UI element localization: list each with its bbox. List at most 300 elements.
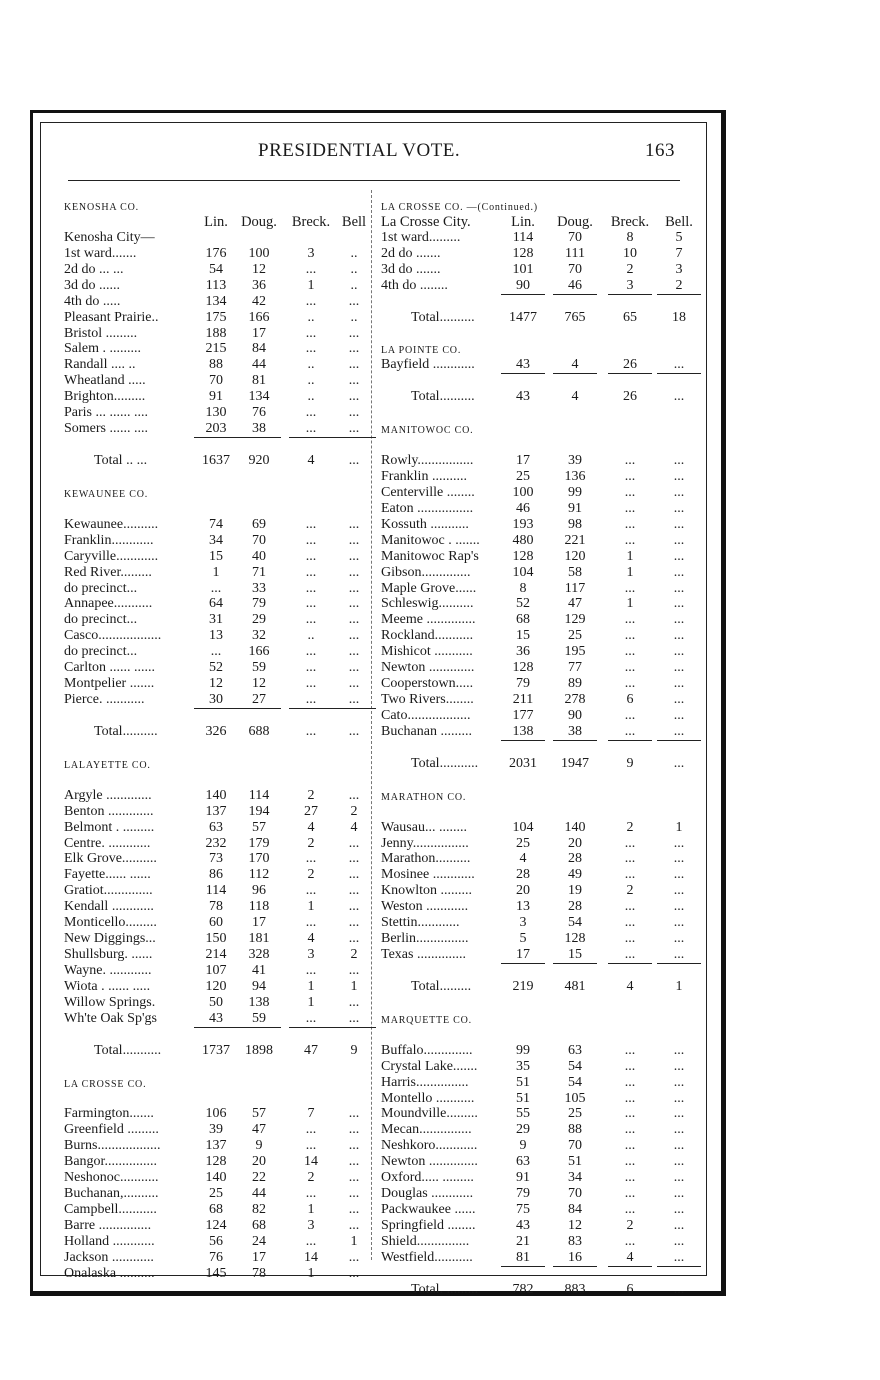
table-row (381, 612, 687, 628)
vote-cell: ... (624, 1122, 636, 1138)
table-row (381, 596, 687, 612)
page-number: 163 (645, 140, 675, 161)
table-row (64, 995, 374, 1011)
vote-cell: 2 (350, 947, 358, 963)
vote-cell: ... (305, 532, 317, 548)
vote-cell: ... (673, 468, 685, 484)
county-name: LA CROSSE CO. —(Continued.) (381, 202, 538, 213)
vote-cell: 63 (568, 1042, 582, 1058)
spacer (381, 772, 687, 788)
vote-cell: 28 (568, 899, 582, 915)
vote-cell: ... (673, 915, 685, 931)
vote-cell: 1 (307, 1202, 315, 1218)
table-row (64, 1154, 374, 1170)
vote-cell: 4 (626, 978, 634, 994)
town-name: Onalaska .......... (64, 1265, 155, 1281)
rule-segment (501, 294, 545, 296)
town-name: Rowly................ (381, 453, 474, 468)
vote-cell: 47 (568, 596, 582, 612)
vote-cell: ... (348, 994, 360, 1010)
town-name: Maple Grove...... (381, 580, 477, 596)
vote-cell: ... (624, 867, 636, 883)
table-row (64, 517, 374, 533)
column-header: Breck. (610, 213, 650, 230)
rule-segment (553, 1266, 597, 1268)
vote-cell: 4 (307, 453, 315, 468)
vote-cell: 33 (252, 580, 266, 596)
vote-cell: 79 (516, 676, 530, 692)
vote-cell: 64 (209, 596, 223, 612)
county-name: KEWAUNEE CO. (64, 488, 149, 500)
vote-cell: 43 (209, 1010, 223, 1026)
vote-cell: 2 (626, 261, 634, 277)
county-heading (64, 1075, 374, 1091)
vote-cell: 1 (307, 899, 315, 915)
table-row (381, 501, 687, 517)
table-row (64, 1186, 374, 1202)
vote-cell: 76 (252, 405, 266, 421)
vote-cell: ... (673, 708, 685, 723)
town-name: Argyle ............. (64, 787, 152, 803)
town-name: Red River......... (64, 564, 152, 580)
spacer (381, 995, 687, 1011)
vote-cell: ... (673, 1138, 685, 1154)
vote-cell: 4 (350, 819, 358, 835)
vote-cell: ... (673, 1170, 685, 1186)
table-row (381, 836, 687, 852)
table-row (64, 692, 374, 708)
vote-cell: 101 (512, 261, 534, 277)
vote-cell: 52 (209, 660, 223, 676)
rule-segment (501, 373, 545, 375)
vote-cell: ... (673, 1106, 685, 1122)
vote-cell: 36 (516, 644, 530, 660)
vote-cell: ... (305, 1010, 317, 1026)
table-row (64, 581, 374, 597)
vote-cell: 27 (304, 803, 318, 819)
vote-cell: 3 (626, 277, 634, 293)
table-row (381, 915, 687, 931)
vote-cell: 193 (512, 516, 534, 532)
vote-cell: 74 (209, 516, 223, 532)
vote-cell: .. (307, 373, 315, 389)
vote-cell: ... (305, 548, 317, 564)
vote-cell: ... (624, 453, 636, 468)
vote-cell: ... (624, 723, 636, 739)
rule-segment (289, 437, 333, 439)
table-row (64, 867, 374, 883)
vote-cell: 25 (516, 835, 530, 851)
table-row (64, 1234, 374, 1250)
vote-cell: ... (348, 1154, 360, 1170)
rule-segment (553, 963, 597, 965)
town-name: Gibson.............. (381, 564, 471, 580)
vote-cell: 57 (252, 819, 266, 835)
table-row (381, 1122, 687, 1138)
town-name: Pleasant Prairie.. (64, 309, 159, 325)
town-name: Moundville......... (381, 1106, 478, 1122)
table-row (64, 405, 374, 421)
rule-segment (608, 294, 652, 296)
vote-cell: 114 (248, 787, 270, 803)
vote-cell: ... (305, 261, 317, 277)
vote-cell: 39 (209, 1122, 223, 1138)
vote-cell: 150 (205, 931, 227, 947)
vote-cell: ... (348, 1122, 360, 1138)
vote-cell: 1 (307, 1265, 315, 1281)
table-row (381, 1138, 687, 1154)
town-name: Kendall ............ (64, 899, 154, 915)
vote-cell: ... (305, 676, 317, 692)
table-row (381, 1170, 687, 1186)
town-name: Total........... (94, 1042, 162, 1058)
vote-cell: 15 (568, 947, 582, 963)
town-name: Newton ............. (381, 660, 475, 676)
rule-segment (608, 373, 652, 375)
vote-cell: ... (348, 1170, 360, 1186)
vote-cell: 22 (252, 1170, 266, 1186)
town-name: Burns.................. (64, 1138, 161, 1154)
vote-cell: 18 (672, 309, 686, 325)
column-header: Bell. (665, 213, 693, 230)
vote-cell: 60 (209, 915, 223, 931)
vote-cell: 9 (350, 1042, 358, 1058)
vote-cell: ... (348, 1265, 360, 1281)
vote-cell: 194 (248, 803, 270, 819)
town-name: Cato.................. (381, 708, 471, 723)
table-row (64, 676, 374, 692)
table-row (64, 628, 374, 644)
vote-cell: 91 (568, 500, 582, 516)
vote-cell: 128 (512, 660, 534, 676)
town-name: Randall .... .. (64, 357, 136, 373)
vote-cell: 138 (248, 994, 270, 1010)
table-row (64, 1011, 374, 1027)
vote-cell: 1 (626, 596, 634, 612)
vote-cell: ... (624, 612, 636, 628)
vote-cell: 34 (568, 1170, 582, 1186)
spacer (64, 1091, 374, 1107)
town-name: Two Rivers........ (381, 692, 474, 708)
rule-segment (608, 1266, 652, 1268)
town-name: Bangor............... (64, 1154, 157, 1170)
vote-cell: 15 (516, 628, 530, 644)
vote-cell: 54 (209, 261, 223, 277)
vote-cell: 49 (568, 867, 582, 883)
rule-segment (657, 1266, 701, 1268)
vote-cell: ... (624, 1106, 636, 1122)
vote-cell: 25 (568, 1106, 582, 1122)
page-title: PRESIDENTIAL VOTE. (258, 140, 461, 161)
spacer (381, 804, 687, 820)
table-row (64, 963, 374, 979)
vote-cell: 39 (568, 453, 582, 468)
vote-cell: 12 (568, 1218, 582, 1233)
vote-cell: 10 (623, 245, 637, 261)
rule-segment (332, 708, 376, 710)
vote-cell: 28 (568, 851, 582, 867)
vote-cell: 328 (248, 947, 270, 963)
town-name: Annapee........... (64, 596, 153, 612)
vote-cell: ... (673, 596, 685, 612)
town-name: Bayfield ............ (381, 357, 475, 373)
town-name: Shield............... (381, 1233, 470, 1249)
vote-cell: ... (624, 1154, 636, 1170)
town-name: Springfield ........ (381, 1218, 476, 1233)
town-name: Newton .............. (381, 1154, 478, 1170)
vote-cell: 170 (248, 851, 270, 867)
total-row (64, 724, 374, 740)
vote-cell: 104 (512, 819, 534, 835)
table-row (64, 1106, 374, 1122)
vote-cell: 2 (626, 1218, 634, 1233)
vote-cell: 4 (571, 389, 579, 405)
column-header: Breck. (291, 213, 331, 230)
header-rule (68, 180, 680, 181)
rule-segment (332, 437, 376, 439)
vote-cell: ... (348, 405, 360, 421)
city-subheading: La Crosse City. (381, 213, 471, 230)
table-row (64, 820, 374, 836)
town-name: Marathon.......... (381, 851, 471, 867)
column-header: Doug. (557, 213, 593, 230)
vote-cell: ... (673, 1090, 685, 1106)
town-name: Montello ........... (381, 1090, 475, 1106)
town-name: Packwaukee ...... (381, 1202, 476, 1218)
vote-cell: ... (673, 548, 685, 564)
town-name: Manitowoc Rap's (381, 548, 479, 564)
vote-cell: 12 (209, 676, 223, 692)
rule-segment (657, 740, 701, 742)
town-name: Pierce. ........... (64, 692, 145, 708)
vote-cell: 56 (209, 1233, 223, 1249)
town-name: Meeme .............. (381, 612, 476, 628)
vote-cell: 1 (212, 564, 220, 580)
vote-cell: 25 (209, 1186, 223, 1202)
vote-cell: 120 (205, 978, 227, 994)
vote-cell: 15 (209, 548, 223, 564)
town-name: Total.......... (94, 723, 158, 739)
vote-cell: 128 (512, 245, 534, 261)
table-row (64, 341, 374, 357)
vote-cell: ... (305, 915, 317, 931)
vote-cell: 166 (248, 644, 270, 660)
column-header: Lin. (511, 213, 535, 230)
spacer (64, 772, 374, 788)
vote-cell: ... (305, 1122, 317, 1138)
vote-cell: ... (673, 676, 685, 692)
town-name: Crystal Lake....... (381, 1058, 478, 1074)
table-row (381, 660, 687, 676)
town-name: Montpelier ....... (64, 676, 155, 692)
table-row (381, 1075, 687, 1091)
town-name: Westfield........... (381, 1249, 473, 1265)
table-row (381, 278, 687, 294)
vote-cell: ... (673, 1074, 685, 1090)
vote-cell: 7 (675, 245, 683, 261)
vote-cell: ... (348, 341, 360, 357)
county-heading (381, 198, 687, 214)
vote-cell: 65 (623, 309, 637, 325)
table-row (64, 596, 374, 612)
vote-cell: ... (210, 580, 222, 596)
vote-cell: ... (305, 883, 317, 899)
vote-cell: 166 (248, 309, 270, 325)
vote-cell: 79 (252, 596, 266, 612)
town-name: Neshkoro............ (381, 1138, 478, 1154)
vote-cell: ... (624, 1170, 636, 1186)
vote-cell: 46 (568, 277, 582, 293)
vote-cell: 128 (512, 548, 534, 564)
vote-cell: 1947 (561, 755, 589, 771)
vote-cell: 20 (568, 835, 582, 851)
vote-cell: 7 (307, 1106, 315, 1122)
vote-cell: 63 (209, 819, 223, 835)
vote-cell: 70 (568, 229, 582, 245)
vote-cell: ... (348, 644, 360, 660)
rule-segment (553, 373, 597, 375)
vote-cell: ... (348, 851, 360, 867)
vote-cell: ... (673, 644, 685, 660)
column-header: Lin. (204, 213, 228, 230)
vote-cell: ... (673, 1186, 685, 1202)
county-heading (381, 1011, 687, 1027)
vote-cell: ... (673, 1122, 685, 1138)
vote-cell: 765 (564, 309, 586, 325)
table-row (64, 1250, 374, 1266)
vote-cell: 3 (519, 915, 527, 931)
spacer (381, 437, 687, 453)
vote-cell: 6 (626, 1281, 634, 1297)
rule-segment (237, 708, 281, 710)
town-name: Buchanan,.......... (64, 1186, 159, 1202)
town-name: 2d do ....... (381, 245, 441, 261)
vote-cell: ... (348, 723, 360, 739)
rule-segment (332, 1027, 376, 1029)
vote-cell: ... (624, 484, 636, 500)
vote-cell: 17 (516, 947, 530, 963)
rule-segment (237, 1027, 281, 1029)
vote-cell: ... (348, 660, 360, 676)
vote-cell: ... (624, 1186, 636, 1202)
vote-cell: 70 (209, 373, 223, 389)
vote-cell: ... (305, 405, 317, 421)
vote-cell: 118 (248, 899, 270, 915)
vote-cell: ... (348, 612, 360, 628)
vote-cell: 9 (626, 755, 634, 771)
vote-cell: ... (305, 1233, 317, 1249)
vote-cell: 59 (252, 660, 266, 676)
town-name: Kossuth ........... (381, 516, 469, 532)
vote-cell: 480 (512, 532, 534, 548)
vote-cell: 57 (252, 1106, 266, 1122)
table-row (381, 867, 687, 883)
vote-cell: 105 (564, 1090, 586, 1106)
table-row (381, 485, 687, 501)
county-heading (381, 341, 687, 357)
vote-cell: 84 (252, 341, 266, 357)
vote-cell: ... (624, 931, 636, 947)
table-row (381, 549, 687, 565)
vote-cell: ... (673, 453, 685, 468)
county-name: MARATHON CO. (381, 791, 467, 803)
vote-cell: 1898 (245, 1042, 273, 1058)
vote-cell: 81 (516, 1249, 530, 1265)
vote-cell: ... (348, 564, 360, 580)
vote-cell: ... (348, 867, 360, 883)
vote-cell: 3 (307, 245, 315, 261)
vote-cell: 73 (209, 851, 223, 867)
vote-cell: 78 (209, 899, 223, 915)
table-row (64, 326, 374, 342)
vote-cell: ... (348, 293, 360, 309)
vote-cell: ... (624, 1074, 636, 1090)
vote-cell: .. (307, 389, 315, 405)
vote-cell: 140 (564, 819, 586, 835)
town-name: Carlton ...... ...... (64, 660, 155, 676)
spacer (381, 1027, 687, 1043)
vote-cell: 26 (623, 389, 637, 405)
table-row (64, 883, 374, 899)
vote-cell: ... (305, 1138, 317, 1154)
vote-cell: ... (673, 755, 685, 771)
town-name: Salem . ......... (64, 341, 141, 357)
vote-cell: 90 (516, 277, 530, 293)
spacer (64, 1059, 374, 1075)
vote-cell: 8 (626, 229, 634, 245)
rule-segment (501, 1266, 545, 1268)
vote-cell: 9 (255, 1138, 263, 1154)
vote-cell: 100 (512, 484, 534, 500)
table-row (381, 246, 687, 262)
table-row (64, 278, 374, 294)
table-row (381, 1186, 687, 1202)
table-row (64, 804, 374, 820)
total-rule (381, 1266, 687, 1282)
town-name: Total.......... (411, 389, 475, 405)
vote-cell: 9 (519, 1138, 527, 1154)
town-name: Wh'te Oak Sp'gs (64, 1010, 157, 1026)
vote-cell: ... (305, 325, 317, 341)
town-name: Paris ... ...... .... (64, 405, 148, 421)
vote-cell: 326 (205, 723, 227, 739)
vote-cell: 54 (568, 1058, 582, 1074)
vote-cell: ... (624, 835, 636, 851)
town-name: Barre ............... (64, 1218, 152, 1233)
table-row (64, 947, 374, 963)
town-name: 3d do ....... (381, 261, 441, 277)
vote-cell: 5 (519, 931, 527, 947)
vote-cell: ... (673, 389, 685, 405)
vote-cell: 117 (564, 580, 586, 596)
vote-cell: 29 (252, 612, 266, 628)
town-name: Stettin............ (381, 915, 460, 931)
vote-cell: ... (624, 500, 636, 516)
table-row (381, 724, 687, 740)
vote-cell: 134 (205, 293, 227, 309)
column-header: Doug. (241, 213, 277, 230)
vote-cell: 17 (252, 325, 266, 341)
vote-cell: ... (624, 468, 636, 484)
county-name: LA CROSSE CO. (64, 1078, 147, 1090)
column-headers (381, 213, 693, 230)
vote-cell: 195 (564, 644, 586, 660)
table-row (381, 931, 687, 947)
table-row (64, 660, 374, 676)
vote-cell: 89 (568, 676, 582, 692)
town-name: Elk Grove.......... (64, 851, 157, 867)
vote-cell: 214 (205, 947, 227, 963)
